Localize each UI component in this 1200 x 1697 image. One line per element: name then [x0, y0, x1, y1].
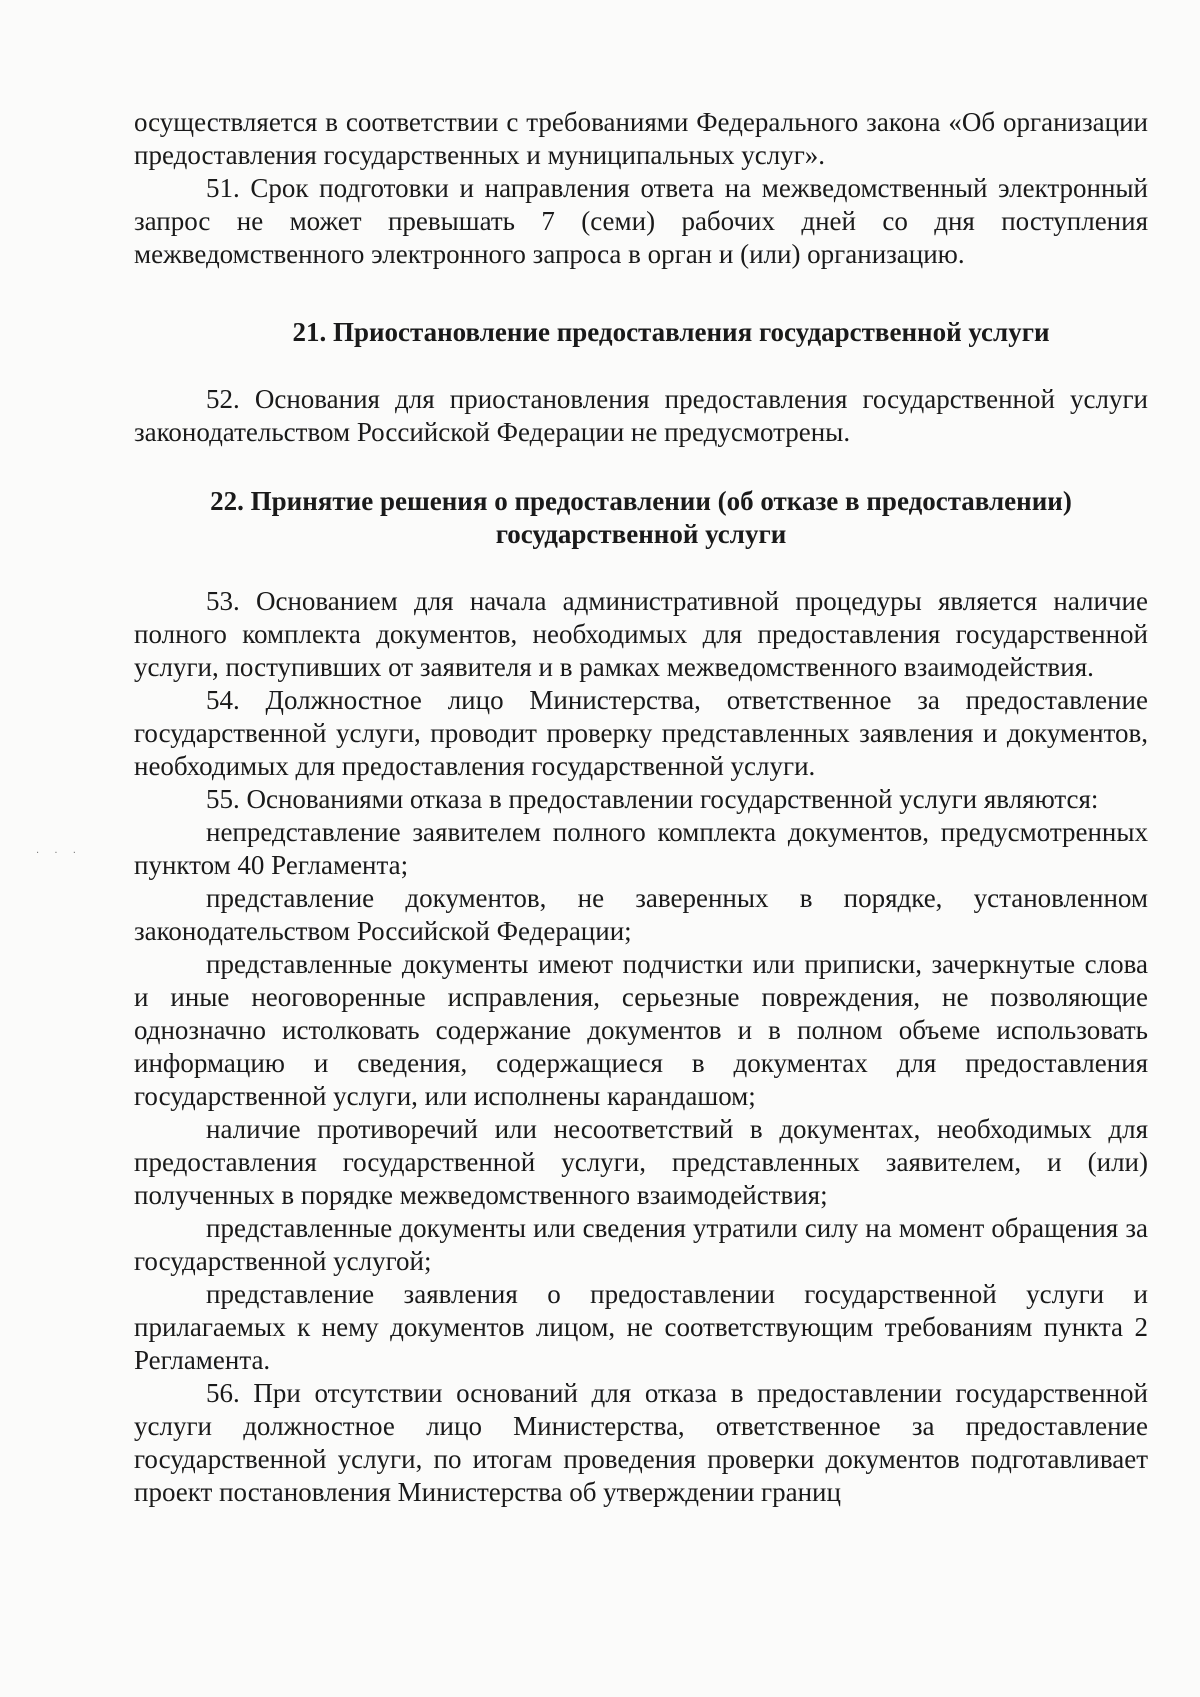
scan-specks: · · ·: [36, 848, 82, 859]
section-22-heading-line2: государственной услуги: [495, 519, 787, 549]
paragraph-51: 51. Срок подготовки и направления ответа на межведомственный электронный запрос не может превышать 7 (семи) рабочих дней со дня поступления межведомственного электронного запроса в орган и (или) организацию.: [134, 173, 1148, 269]
paragraph-53: 53. Основанием для начала административной процедуры является наличие полного комплекта документов, необходимых для предоставления государственной услуги, поступивших от заявителя и в рамках межведомственного взаимодействия.: [134, 586, 1148, 682]
ground-item: непредставление заявителем полного комплекта документов, предусмотренных пунктом 40 Регламента;: [134, 817, 1148, 880]
section-21-heading: 21. Приостановление предоставления государственной услуги: [292, 317, 1050, 347]
document-body: [134, 106, 1148, 1509]
ground-item: представление документов, не заверенных в порядке, установленном законодательством Российской Федерации;: [134, 883, 1148, 946]
ground-item: представленные документы или сведения утратили силу на момент обращения за государственной услугой;: [134, 1213, 1148, 1276]
paragraph-55: 55. Основаниями отказа в предоставлении государственной услуги являются:: [206, 784, 1099, 814]
paragraph-56: 56. При отсутствии оснований для отказа в предоставлении государственной услуги должностное лицо Министерства, ответственное за предоставление государственной услуги, по итогам проведения проверки документов подготавливает проект постановления Министерства об утверждении границ: [134, 1378, 1148, 1507]
ground-item: представление заявления о предоставлении государственной услуги и прилагаемых к нему документов лицом, не соответствующим требованиям пункта 2 Регламента.: [134, 1279, 1148, 1375]
section-22-heading-line1: 22. Принятие решения о предоставлении (об отказе в предоставлении): [210, 486, 1072, 516]
paragraph-52: 52. Основания для приостановления предоставления государственной услуги законодательством Российской Федерации не предусмотрены.: [134, 384, 1148, 447]
ground-item: представленные документы имеют подчистки или приписки, зачеркнутые слова и иные неоговоренные исправления, серьезные повреждения, не позволяющие однозначно истолковать содержание документов и в полном объеме использовать информацию и сведения, содержащиеся в документах для предоставления государственной услуги, или исполнены карандашом;: [134, 949, 1148, 1111]
ground-item: наличие противоречий или несоответствий в документах, необходимых для предоставления государственной услуги, представленных заявителем, и (или) полученных в порядке межведомственного взаимодействия;: [134, 1114, 1148, 1210]
paragraph-54: 54. Должностное лицо Министерства, ответственное за предоставление государственной услуги, проводит проверку представленных заявления и документов, необходимых для предоставления государственной услуги.: [134, 685, 1148, 781]
section-22-heading: [134, 485, 1148, 551]
paragraph-continuation: осуществляется в соответствии с требованиями Федерального закона «Об организации предоставления государственных и муниципальных услуг».: [134, 107, 1148, 170]
